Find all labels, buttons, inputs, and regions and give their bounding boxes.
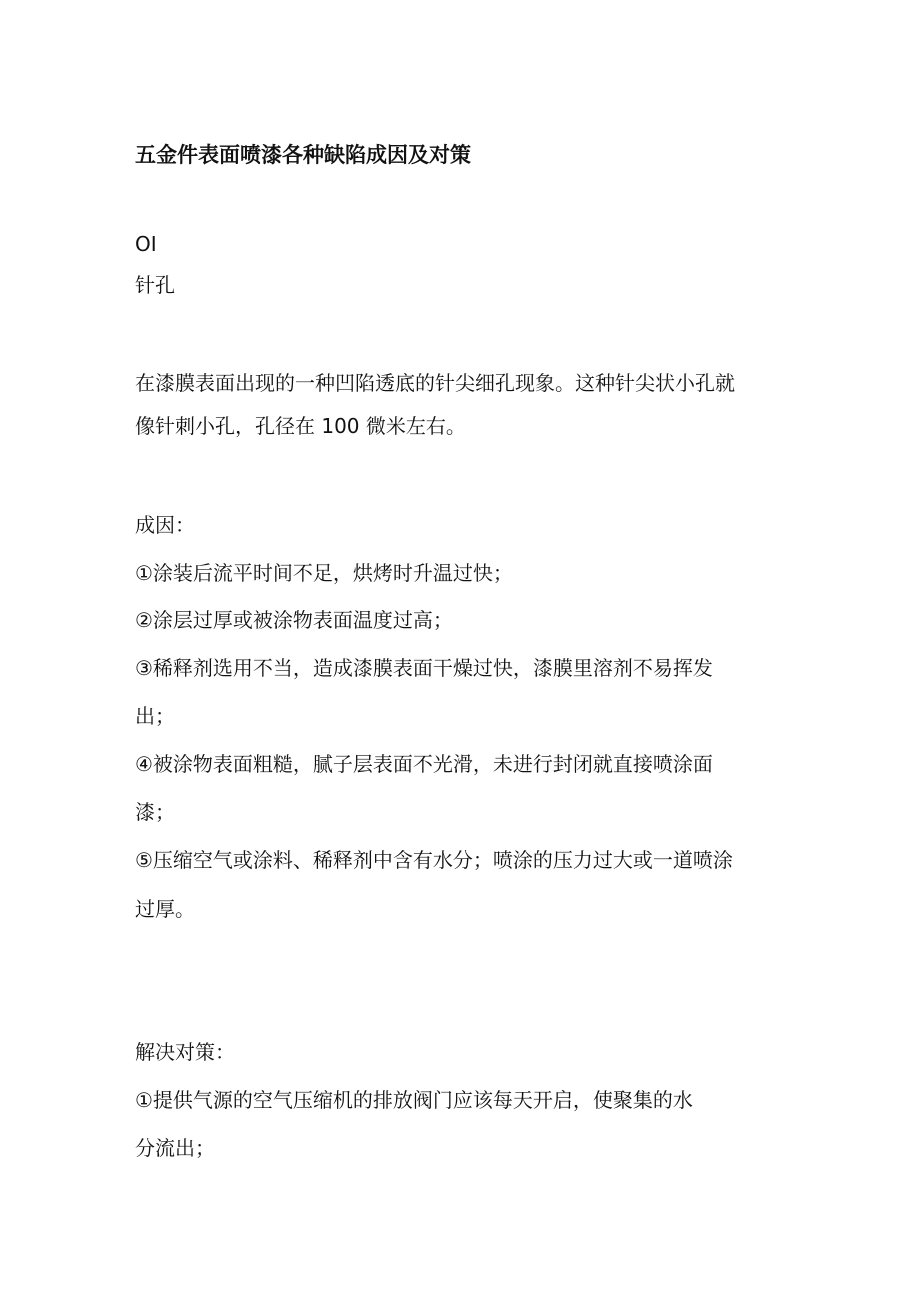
solutions-heading: 解决对策： <box>135 1040 235 1064</box>
cause-line: ②涂层过厚或被涂物表面温度过高； <box>135 608 453 632</box>
solution-line: ①提供气源的空气压缩机的排放阀门应该每天开启，使聚集的水 <box>135 1088 693 1112</box>
cause-line: ④被涂物表面粗糙，腻子层表面不光滑，未进行封闭就直接喷涂面 <box>135 752 713 776</box>
description-line-1: 在漆膜表面出现的一种凹陷透底的针尖细孔现象。这种针尖状小孔就 <box>135 371 735 395</box>
cause-line: ①涂装后流平时间不足，烘烤时升温过快； <box>135 561 513 585</box>
section-number: OI <box>135 232 157 256</box>
description-line-2: 像针刺小孔，孔径在 100 微米左右。 <box>135 414 466 438</box>
cause-line: 出； <box>135 704 175 728</box>
solution-line: 分流出； <box>135 1136 215 1160</box>
cause-line: 过厚。 <box>135 897 195 921</box>
section-heading: 针孔 <box>135 273 175 297</box>
cause-line: ③稀释剂选用不当，造成漆膜表面干燥过快，漆膜里溶剂不易挥发 <box>135 656 713 680</box>
cause-line: 漆； <box>135 800 175 824</box>
causes-heading: 成因： <box>135 513 195 537</box>
cause-line: ⑤压缩空气或涂料、稀释剂中含有水分；喷涂的压力过大或一道喷涂 <box>135 848 733 872</box>
document-title: 五金件表面喷漆各种缺陷成因及对策 <box>135 143 471 167</box>
